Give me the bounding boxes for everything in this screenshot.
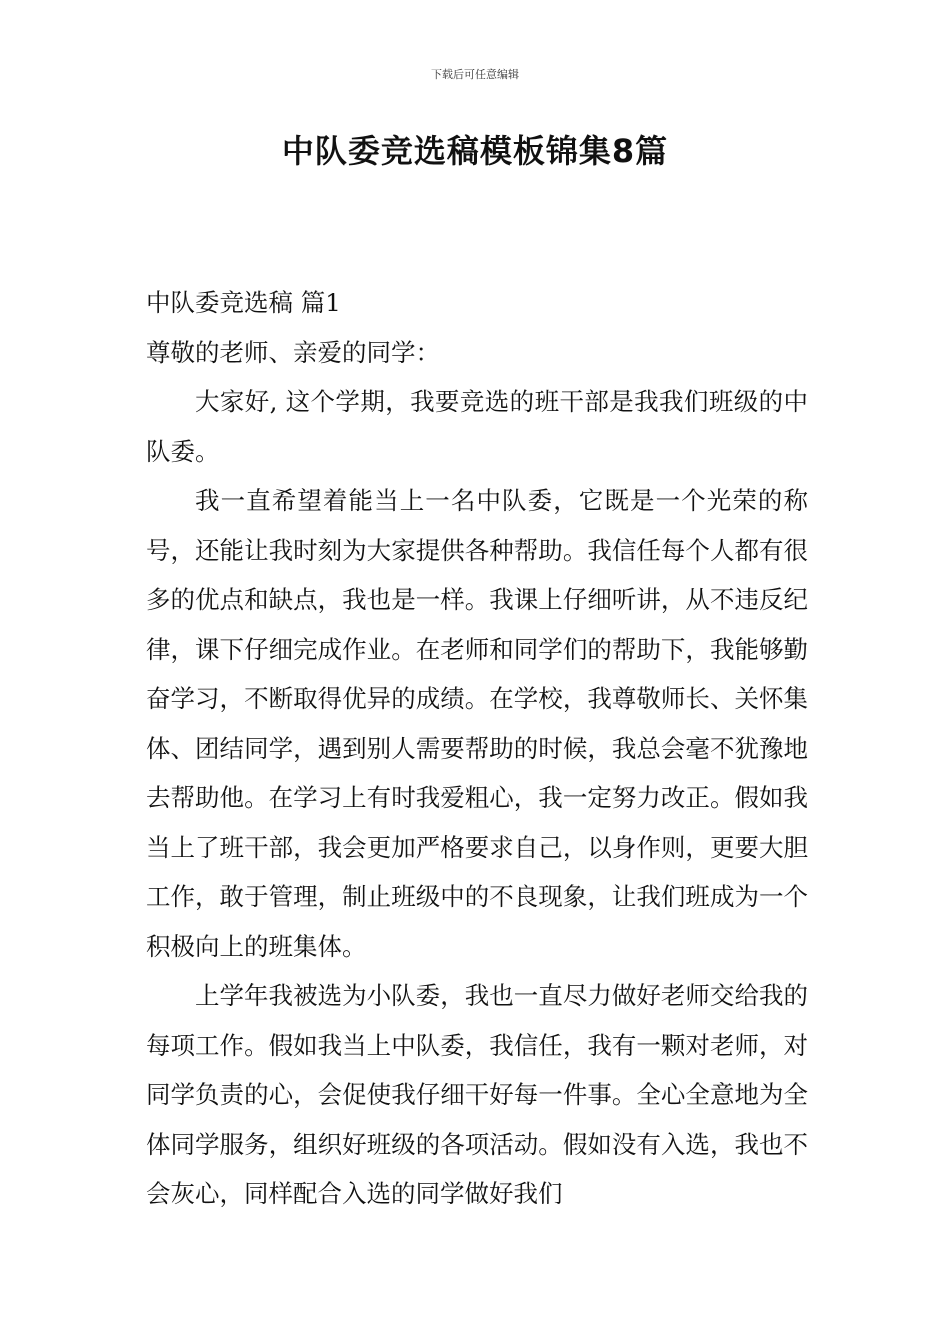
- paragraph-3: 上学年我被选为小队委，我也一直尽力做好老师交给我的每项工作。假如我当上中队委，我信任，我有一颗对老师，对同学负责的心，会促使我仔细干好每一件事。全心全意地为全体同学服务，组织好班级的各项活动。假如没有入选，我也不会灰心，同样配合入选的同学做好我们: [146, 981, 808, 1208]
- paragraph-1: 大家好, 这个学期，我要竞选的班干部是我我们班级的中队委。: [146, 387, 808, 466]
- paragraph-2: 我一直希望着能当上一名中队委，它既是一个光荣的称号，还能让我时刻为大家提供各种帮助。我信任每个人都有很多的优点和缺点，我也是一样。我课上仔细听讲，从不违反纪律，课下仔细完成作业。在老师和同学们的帮助下，我能够勤奋学习，不断取得优异的成绩。在学校，我尊敬师长、关怀集体、团结同学，遇到别人需要帮助的时候，我总会毫不犹豫地去帮助他。在学习上有时我爱粗心，我一定努力改正。假如我当上了班干部，我会更加严格要求自己，以身作则，更要大胆工作，敢于管理，制止班级中的不良现象，让我们班成为一个积极向上的班集体。: [146, 486, 808, 961]
- section-heading: 中队委竞选稿 篇1: [146, 288, 341, 317]
- document-body: [146, 278, 808, 1219]
- header-note: 下载后可任意编辑: [431, 68, 519, 81]
- greeting: 尊敬的老师、亲爱的同学：: [146, 337, 440, 367]
- document-title: 中队委竞选稿模板锦集8篇: [281, 132, 669, 170]
